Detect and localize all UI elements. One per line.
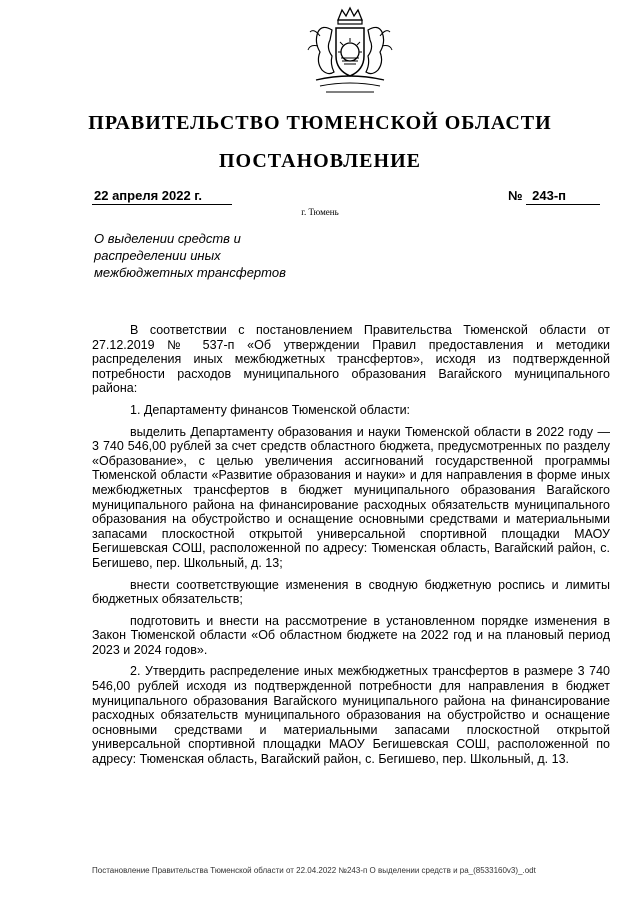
coat-of-arms-icon: [302, 6, 398, 98]
document-number: [508, 188, 606, 205]
document-body: [92, 323, 610, 774]
document-date: 22 апреля 2022 г.: [92, 188, 232, 205]
subject-line: О выделении средств и: [94, 231, 241, 246]
body-paragraph: подготовить и внести на рассмотрение в установленном порядке изменения в Закон Тюменской области «Об областном бюджете на 2022 год и на плановый период 2023 и 2024 годов».: [92, 613, 610, 657]
number-sign: №: [508, 188, 523, 203]
document-city: г. Тюмень: [301, 207, 339, 217]
document-type: ПОСТАНОВЛЕНИЕ: [219, 150, 421, 172]
page-footer: Постановление Правительства Тюменской области от 22.04.2022 №243-п О выделении средств и ра_(8533160v3)_.odt: [92, 866, 536, 875]
subject-line: межбюджетных трансфертов: [94, 265, 286, 280]
document-subject: [94, 230, 334, 281]
body-paragraph: 2. Утвердить распределение иных межбюджетных трансфертов в размере 3 740 546,00 рублей исходя из подтвержденной потребности для направления в бюджет муниципального образования Вагайского муниципального района на финансирование расходных обязательств муниципального образования на обустройство и оснащение основными средствами и материальными запасами плоскостной открытой универсальной спортивной площадки МАОУ Бегишевская СОШ, расположенной по адресу: Тюменская область, Вагайский район, с. Бегишево, пер. Школьный, д. 13.: [92, 664, 610, 767]
body-paragraph: внести соответствующие изменения в сводную бюджетную роспись и лимиты бюджетных обязательств;: [92, 577, 610, 607]
body-paragraph: В соответствии с постановлением Правительства Тюменской области от 27.12.2019 № 537-п «Об утверждении Правил предоставления и методики распределения иных межбюджетных трансфертов», исходя из подтвержденной потребности расходов муниципального образования Вагайского муниципального района:: [92, 323, 610, 396]
subject-line: распределении иных: [94, 248, 221, 263]
number-value: 243-п: [526, 188, 600, 205]
body-paragraph: выделить Департаменту образования и науки Тюменской области в 2022 году — 3 740 546,00 рублей за счет средств областного бюджета, предусмотренных по разделу «Образование», с целью увеличения ассигнований государственной программы Тюменской области «Развитие образования и науки» и для направления в форме иных межбюджетных трансфертов в бюджет муниципального образования Вагайского муниципального района на финансирование расходных обязательств муниципального образования на обустройство и оснащение основными средствами и материальными запасами плоскостной открытой универсальной спортивной площадки МАОУ Бегишевская СОШ, расположенной по адресу: Тюменская область, Вагайский район, с. Бегишево, пер. Школьный, д. 13;: [92, 424, 610, 570]
body-paragraph: 1. Департаменту финансов Тюменской области:: [130, 402, 411, 417]
government-title: ПРАВИТЕЛЬСТВО ТЮМЕНСКОЙ ОБЛАСТИ: [88, 112, 552, 134]
